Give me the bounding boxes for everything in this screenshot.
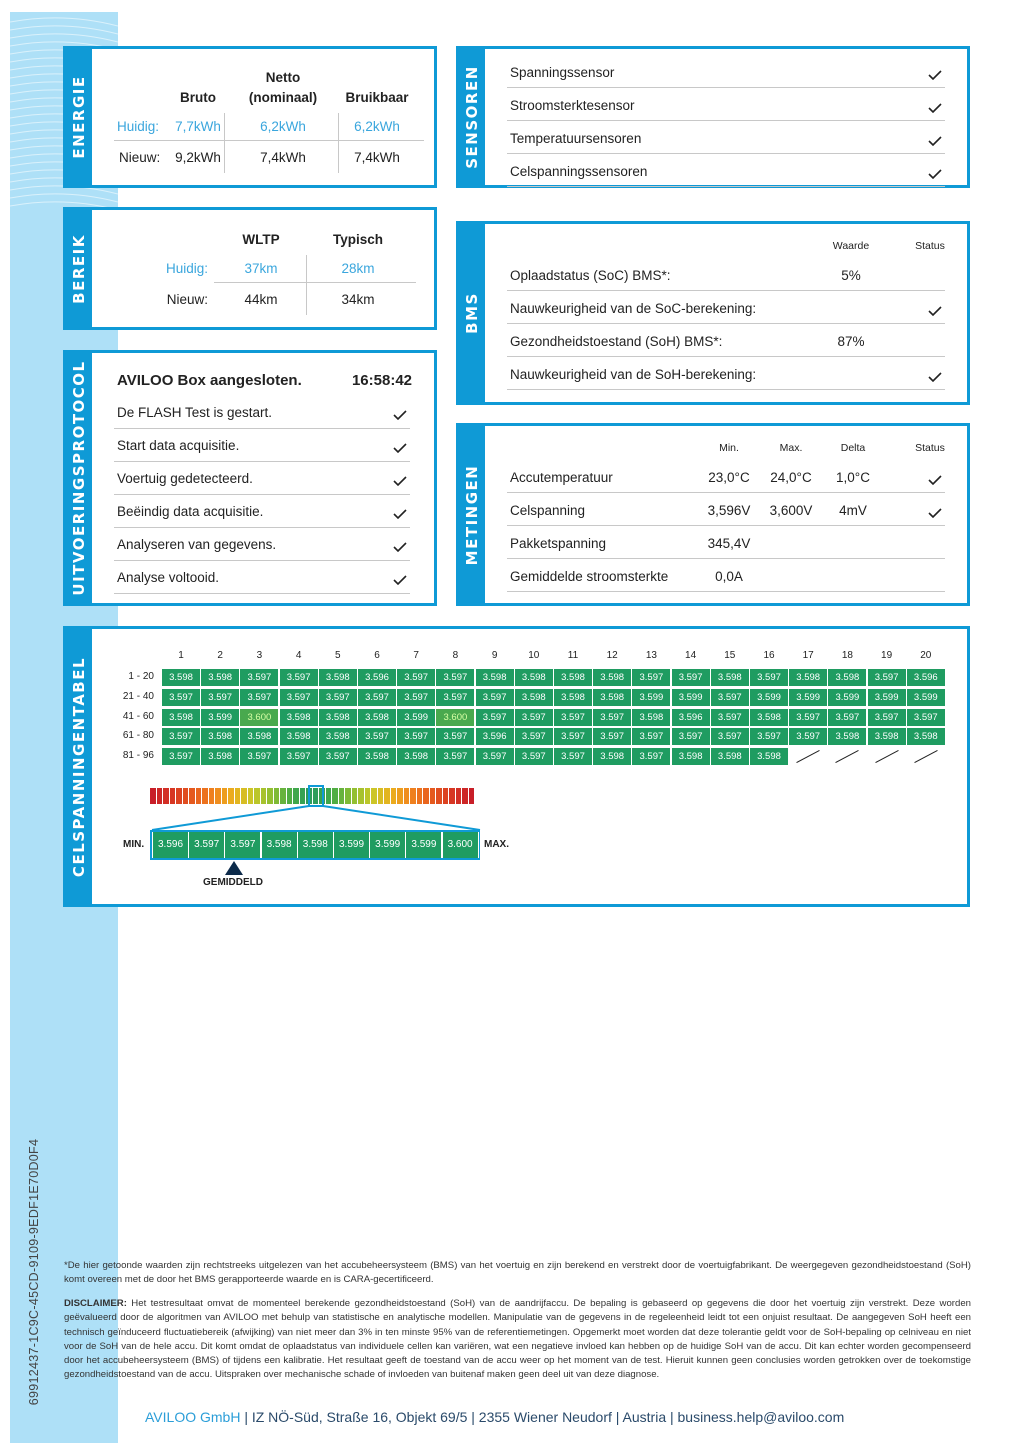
cell-column-number: 14	[685, 650, 697, 661]
meting-delta: 4mV	[839, 503, 867, 518]
cell-voltage: 3.597	[632, 669, 670, 686]
cell-voltage: 3.597	[907, 709, 945, 726]
cell-voltage: 3.598	[319, 709, 357, 726]
cell-column-number: 20	[920, 650, 932, 661]
cell-voltage: 3.598	[828, 669, 866, 686]
cell-column-number: 19	[881, 650, 893, 661]
bms-panel	[456, 221, 970, 405]
cell-voltage: 3.596	[672, 709, 710, 726]
metingen-tab: METINGEN	[459, 426, 485, 603]
check-icon	[393, 476, 407, 486]
cell-voltage: 3.598	[358, 709, 396, 726]
cell-voltage: 3.598	[280, 709, 318, 726]
cell-voltage: 3.597	[319, 689, 357, 706]
cell-voltage: 3.598	[280, 728, 318, 745]
cell-column-number: 5	[335, 650, 341, 661]
cell-voltage: 3.598	[868, 728, 906, 745]
cell-voltage: 3.598	[358, 748, 396, 765]
check-icon	[928, 372, 942, 382]
document-id-vertical: 69912437-1C9C-45CD-9109-9EDF1E70D0F4	[27, 1138, 41, 1406]
cell-voltage: 3.598	[554, 689, 592, 706]
cell-voltage: 3.598	[554, 669, 592, 686]
energie-tab: ENERGIE	[66, 49, 92, 185]
huidig-bruikbaar: 6,2kWh	[354, 119, 400, 134]
meting-min: 0,0A	[715, 569, 743, 584]
bms-row-value: 87%	[837, 334, 865, 349]
cell-voltage: 3.597	[436, 669, 474, 686]
cell-voltage: 3.598	[201, 728, 239, 745]
cell-voltage: 3.597	[789, 709, 827, 726]
protocol-step: Voertuig gedetecteerd.	[117, 471, 253, 486]
cell-column-number: 11	[567, 650, 579, 661]
scale-value: 3.598	[298, 832, 334, 858]
check-icon	[393, 575, 407, 585]
cell-voltage: 3.597	[515, 728, 553, 745]
average-label: GEMIDDELD	[203, 877, 263, 888]
cell-voltage: 3.597	[162, 689, 200, 706]
cell-row-label: 61 - 80	[122, 730, 154, 742]
cell-voltage: 3.597	[319, 748, 357, 765]
check-icon	[393, 509, 407, 519]
cell-voltage: 3.597	[554, 728, 592, 745]
cell-voltage: 3.597	[358, 689, 396, 706]
empty-cell-dash	[796, 750, 819, 763]
empty-cell-dash	[875, 750, 898, 763]
cell-voltage: 3.598	[711, 748, 749, 765]
cell-voltage: 3.598	[397, 748, 435, 765]
check-icon	[928, 475, 942, 485]
cell-voltage: 3.596	[358, 669, 396, 686]
cell-row-label: 1 - 20	[128, 671, 154, 682]
cell-voltage: 3.598	[201, 748, 239, 765]
cell-row-label: 21 - 40	[122, 690, 154, 702]
scale-max-label: MAX.	[484, 839, 509, 850]
check-icon	[928, 169, 942, 179]
cell-voltage: 3.597	[397, 728, 435, 745]
cell-voltage: 3.597	[828, 709, 866, 726]
scale-value: 3.600	[443, 832, 479, 858]
col-netto: Netto	[265, 70, 301, 85]
bereik-huidig-typisch: 28km	[341, 261, 375, 276]
cell-voltage: 3.598	[750, 709, 788, 726]
cell-voltage: 3.598	[672, 748, 710, 765]
cell-voltage: 3.600	[436, 709, 474, 726]
cell-voltage: 3.597	[240, 748, 278, 765]
col-wltp: WLTP	[242, 232, 280, 247]
cell-voltage: 3.599	[868, 689, 906, 706]
bms-row-label: Nauwkeurigheid van de SoC-berekening:	[510, 301, 757, 316]
zoom-connector	[140, 784, 500, 834]
cell-voltage: 3.597	[476, 748, 514, 765]
celtabel-tab: CELSPANNINGENTABEL	[66, 629, 92, 904]
cell-voltage: 3.597	[162, 748, 200, 765]
bms-note: *De hier getoonde waarden zijn rechtstreeks uitgelezen van het accubeheersysteem (BMS) van het voertuig en zijn berekend en verstrekt door de voertuigfabrikant. De weergegeven gezondheidstoestand (SoH) komt overeen met de door het BMS gerapporteerde waarde en is CARA-gecertificeerd.	[64, 1260, 971, 1286]
disclaimer-text: Het testresultaat omvat de momenteel berekende gezondheidstoestand (SoH) van de aandrijfaccu. De bepaling is gebaseerd op gegevens die door het voertuig zijn verstrekt. Deze worden geëvalueerd door de algoritmen van AVILOO met behulp van statistische en analytische modellen. Manipulatie van de gegevens in de regeleenheid leidt tot een onjuist resultaat. De aangegeven SoH heeft een technisch geïnduceerd fluctuatiebereik (afwijking) van niet meer dan 3% in ten minste 95% van de referentiemetingen. Opgemerkt moet worden dat deze tolerantie geldt voor de SoH-bepaling op celniveau en niet voor de SoH van de hele accu. Dit komt omdat de oplaadstatus van individuele cellen kan variëren, wat een negatieve invloed kan hebben op de huidige SoH van de accu. Dit kan echter worden gecompenseerd door het accubeheersysteem (BMS) of tijdens een kalibratie. Het resultaat geeft de toestand van de accu weer op het moment van de test. Hieruit kunnen geen conclusies worden getrokken over de toekomstige gezondheidstoestand van de accu. Uitspraken over mechanische schade of invloeden van buitenaf maken geen deel uit van deze diagnose.	[64, 1298, 971, 1381]
metingen-panel	[456, 423, 970, 606]
cell-column-number: 16	[763, 650, 775, 661]
col-netto-sub: (nominaal)	[248, 90, 318, 105]
cell-voltage: 3.597	[240, 689, 278, 706]
nieuw-bruto: 9,2kWh	[175, 150, 221, 165]
cell-voltage: 3.597	[436, 689, 474, 706]
cell-voltage: 3.597	[436, 728, 474, 745]
cell-voltage: 3.598	[789, 669, 827, 686]
scale-value: 3.597	[225, 832, 261, 858]
bereik-nieuw-label: Nieuw:	[166, 292, 208, 307]
cell-voltage: 3.598	[632, 709, 670, 726]
cell-column-number: 3	[256, 650, 263, 661]
cell-voltage: 3.599	[672, 689, 710, 706]
cell-column-number: 8	[452, 650, 459, 661]
cell-voltage: 3.598	[476, 669, 514, 686]
cell-column-number: 12	[606, 650, 618, 661]
cell-voltage: 3.597	[632, 728, 670, 745]
sensoren-tab: SENSOREN	[459, 49, 485, 185]
scale-value: 3.599	[406, 832, 442, 858]
cell-voltage: 3.597	[280, 748, 318, 765]
bms-row-label: Oplaadstatus (SoC) BMS*:	[510, 268, 671, 283]
meting-label: Accutemperatuur	[510, 470, 613, 485]
bereik-huidig-wltp: 37km	[244, 261, 278, 276]
cell-voltage: 3.599	[907, 689, 945, 706]
sensoren-panel	[456, 46, 970, 188]
cell-voltage: 3.597	[280, 669, 318, 686]
cell-voltage: 3.598	[319, 669, 357, 686]
cell-voltage: 3.598	[907, 728, 945, 745]
protocol-step: Beëindig data acquisitie.	[117, 504, 264, 519]
sensor-item: Stroomsterktesensor	[510, 98, 635, 113]
protocol-step: De FLASH Test is gestart.	[117, 405, 273, 420]
cell-voltage: 3.598	[201, 669, 239, 686]
huidig-netto: 6,2kWh	[260, 119, 306, 134]
cell-voltage: 3.597	[476, 689, 514, 706]
disclaimer-label: DISCLAIMER:	[64, 1298, 127, 1309]
average-marker-icon	[225, 861, 243, 875]
meting-label: Gemiddelde stroomsterkte	[510, 569, 669, 584]
cell-voltage: 3.598	[319, 728, 357, 745]
protocol-time: 16:58:42	[351, 372, 412, 389]
cell-voltage: 3.597	[554, 709, 592, 726]
protocol-step: Analyse voltooid.	[117, 570, 220, 585]
cell-voltage: 3.598	[162, 709, 200, 726]
col-bruikbaar: Bruikbaar	[345, 90, 409, 105]
cell-voltage: 3.597	[593, 709, 631, 726]
check-icon	[393, 542, 407, 552]
cell-voltage: 3.598	[593, 669, 631, 686]
cell-voltage: 3.598	[828, 728, 866, 745]
cell-voltage: 3.599	[397, 709, 435, 726]
cell-voltage: 3.597	[672, 669, 710, 686]
bms-col-waarde: Waarde	[832, 240, 870, 252]
cell-column-number: 13	[645, 650, 657, 661]
meting-min: 23,0°C	[708, 470, 750, 485]
check-icon	[928, 306, 942, 316]
bereik-huidig-label: Huidig:	[165, 261, 208, 276]
cell-voltage: 3.598	[593, 689, 631, 706]
cell-voltage: 3.597	[280, 689, 318, 706]
met-col-min: Min.	[719, 442, 739, 454]
cell-voltage: 3.598	[515, 669, 553, 686]
cell-voltage: 3.597	[868, 709, 906, 726]
cell-voltage: 3.597	[593, 728, 631, 745]
check-icon	[928, 136, 942, 146]
meting-max: 3,600V	[769, 503, 813, 518]
cell-column-number: 17	[802, 650, 814, 661]
col-bruto: Bruto	[180, 90, 216, 105]
huidig-label: Huidig:	[117, 119, 160, 134]
cell-voltage: 3.597	[711, 689, 749, 706]
cell-voltage: 3.598	[593, 748, 631, 765]
empty-cell-dash	[836, 750, 859, 763]
cell-voltage: 3.599	[632, 689, 670, 706]
bms-col-status: Status	[915, 240, 945, 252]
cell-voltage: 3.597	[632, 748, 670, 765]
cell-column-number: 18	[841, 650, 853, 661]
check-icon	[393, 410, 407, 420]
nieuw-label: Nieuw:	[119, 150, 161, 165]
cell-voltage: 3.598	[711, 669, 749, 686]
cell-voltage: 3.597	[358, 728, 396, 745]
bms-tab: BMS	[459, 224, 485, 402]
met-col-delta: Delta	[840, 442, 866, 454]
cell-voltage: 3.597	[750, 728, 788, 745]
bms-row-label: Nauwkeurigheid van de SoH-berekening:	[510, 367, 757, 382]
scale-value: 3.598	[262, 832, 298, 858]
cell-voltage: 3.597	[397, 689, 435, 706]
cell-voltage: 3.597	[476, 709, 514, 726]
met-col-status: Status	[915, 442, 945, 454]
scale-value: 3.597	[189, 832, 225, 858]
cell-column-number: 2	[217, 650, 223, 661]
check-icon	[928, 70, 942, 80]
cell-voltage: 3.597	[201, 689, 239, 706]
nieuw-bruikbaar: 7,4kWh	[354, 150, 400, 165]
cell-column-number: 15	[724, 650, 736, 661]
cell-voltage: 3.596	[907, 669, 945, 686]
scale-min-label: MIN.	[123, 839, 145, 850]
cell-voltage: 3.599	[828, 689, 866, 706]
cell-column-number: 1	[178, 650, 184, 661]
meting-min: 3,596V	[707, 503, 751, 518]
cell-voltage: 3.597	[789, 728, 827, 745]
sensor-item: Temperatuursensoren	[510, 131, 642, 146]
cell-voltage: 3.597	[436, 748, 474, 765]
empty-cell-dash	[914, 750, 937, 763]
bereik-panel	[63, 207, 437, 330]
scale-value: 3.599	[370, 832, 406, 858]
cell-voltage: 3.598	[162, 669, 200, 686]
cell-voltage: 3.598	[750, 748, 788, 765]
cell-voltage: 3.600	[240, 709, 278, 726]
cell-voltage: 3.597	[162, 728, 200, 745]
nieuw-netto: 7,4kWh	[260, 150, 306, 165]
check-icon	[928, 103, 942, 113]
cell-voltage: 3.597	[711, 709, 749, 726]
met-col-max: Max.	[779, 442, 803, 454]
protocol-panel	[63, 350, 437, 606]
cell-column-number: 4	[295, 650, 302, 661]
cell-voltage: 3.597	[672, 728, 710, 745]
protocol-step: Start data acquisitie.	[117, 438, 240, 453]
meting-label: Celspanning	[510, 503, 586, 518]
cell-voltage: 3.597	[868, 669, 906, 686]
protocol-step: Analyseren van gegevens.	[117, 537, 277, 552]
huidig-bruto: 7,7kWh	[175, 119, 221, 134]
cell-voltage: 3.596	[476, 728, 514, 745]
cell-voltage: 3.597	[397, 669, 435, 686]
company-address: | IZ NÖ-Süd, Straße 16, Objekt 69/5 | 2355 Wiener Neudorf | Austria | business.help@aviloo.com	[244, 1409, 845, 1425]
cell-voltage: 3.598	[240, 728, 278, 745]
energie-panel	[63, 46, 437, 188]
cell-voltage: 3.597	[515, 748, 553, 765]
scale-value: 3.599	[334, 832, 370, 858]
cell-row-label: 81 - 96	[122, 750, 154, 762]
meting-label: Pakketspanning	[510, 536, 607, 551]
bereik-tab: BEREIK	[66, 210, 92, 327]
sensor-item: Spanningssensor	[510, 65, 615, 80]
cell-voltage: 3.599	[750, 689, 788, 706]
bereik-nieuw-wltp: 44km	[244, 292, 278, 307]
check-icon	[928, 508, 942, 518]
cell-voltage: 3.598	[515, 689, 553, 706]
cell-voltage: 3.599	[201, 709, 239, 726]
cell-voltage: 3.597	[711, 728, 749, 745]
cell-column-number: 6	[374, 650, 380, 661]
scale-value: 3.596	[153, 832, 189, 858]
check-icon	[393, 443, 407, 453]
meting-delta: 1,0°C	[836, 470, 870, 485]
bereik-nieuw-typisch: 34km	[341, 292, 375, 307]
cell-voltage: 3.597	[240, 669, 278, 686]
disclaimer	[64, 1297, 971, 1383]
cell-column-number: 10	[528, 650, 540, 661]
protocol-tab: UITVOERINGSPROTOCOL	[66, 353, 92, 603]
sensor-item: Celspanningssensoren	[510, 164, 648, 179]
meting-min: 345,4V	[707, 536, 751, 551]
celtabel-panel	[63, 626, 970, 907]
company-name: AVILOO GmbH	[145, 1409, 241, 1425]
cell-voltage: 3.597	[515, 709, 553, 726]
bms-row-value: 5%	[841, 268, 861, 283]
bms-row-label: Gezondheidstoestand (SoH) BMS*:	[510, 334, 723, 349]
cell-row-label: 41 - 60	[122, 710, 154, 722]
footer-contact	[145, 1409, 844, 1425]
cell-voltage: 3.597	[750, 669, 788, 686]
cell-voltage: 3.599	[789, 689, 827, 706]
protocol-title: AVILOO Box aangesloten.	[117, 372, 302, 389]
cell-column-number: 7	[413, 650, 419, 661]
cell-voltage: 3.597	[554, 748, 592, 765]
cell-column-number: 9	[491, 650, 498, 661]
meting-max: 24,0°C	[770, 470, 812, 485]
col-typisch: Typisch	[332, 232, 383, 247]
